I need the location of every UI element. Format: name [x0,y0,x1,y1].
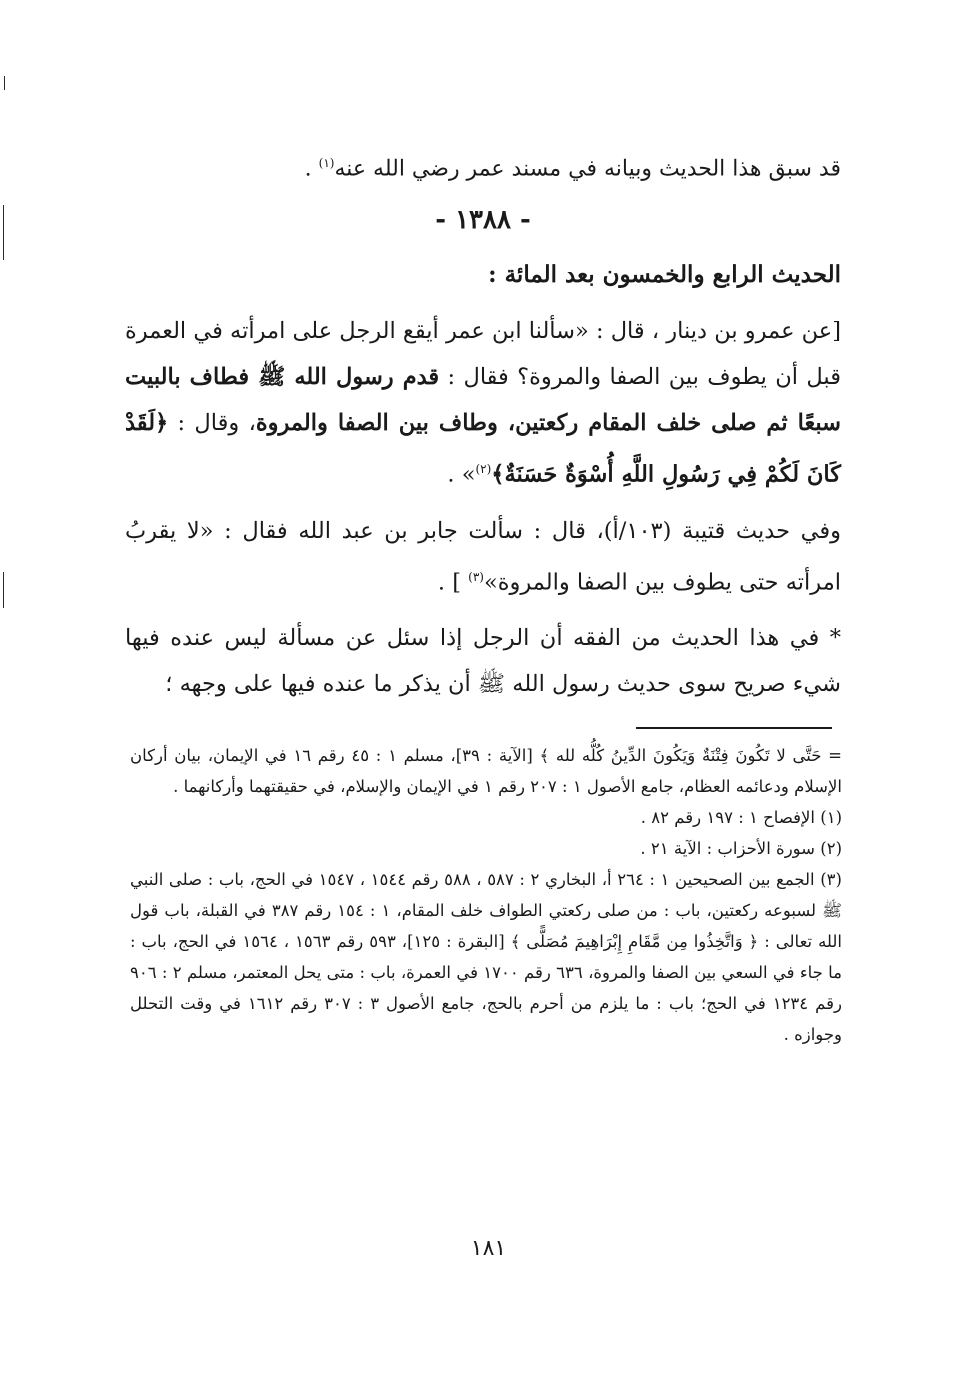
qutayba-text: وفي حديث قتيبة (١٠٣/أ)، قال : سألت جابر بن عبد الله فقال : «لا يقربُ امرأته حتى يطوف بين الصفا والمروة» [125,517,842,596]
footnote-ref-2: (٢) [475,462,492,477]
qutayba-end: ] . [437,569,469,596]
hadith-text-paragraph [125,308,841,498]
scan-artifact-lower [3,572,4,608]
intro-line: قد سبق هذا الحديث وبيانه في مسند عمر رضي الله عنه$^{(١)}$ . [304,156,841,182]
hadith-text-end: » . [447,461,476,488]
footnote-3: (٣) الجمع بين الصحيحين ١ : ٢٦٤ أ، البخاري ٢ : ٥٨٧ ، ٥٨٨ رقم ١٥٤٤ ، ١٥٤٧ في الحج، باب : صلى النبي ﷺ لسبوعه ركعتين، باب : من صلى ركعتي الطواف خلف المقام، ١ : ١٥٤ رقم ٣٨٧ في القبلة، باب قول الله تعالى : ﴿ وَاتَّخِذُوا مِن مَّقَامِ إِبْرَاهِيمَ مُصَلًّى ﴾ [البقرة : ١٢٥]، ٥٩٣ رقم ١٥٦٣ ، ١٥٦٤ في الحج، باب : ما جاء في السعي بين الصفا والمروة، ٦٣٦ رقم ١٧٠٠ في العمرة، باب : متى يحل المعتمر، مسلم ٢ : ٩٠٦ رقم ١٢٣٤ في الحج؛ باب : ما يلزم من أحرم بالحج، جامع الأصول ٣ : ٣٠٧ رقم ١٦١٢ في وقت التحلل وجوازه . [130,870,843,1044]
footnote-continuation: = حَتَّى لا تَكُونَ فِتْنَةٌ وَيَكُونَ الدِّينُ كُلُّه لله ﴾ [الآية : ٣٩]، مسلم ١ : ٤٥ رقم ١٦ في الإيمان، بيان أركان الإسلام ودعائمه العظام، جامع الأصول ١ : ٢٠٧ رقم ١ في الإيمان والإسلام، في حقيقتهما وأركانهما . [130,746,843,796]
quran-verse: ﴿لَقَدْ كَانَ لَكُمْ فِي رَسُولِ اللَّهِ أُسْوَةٌ حَسَنَةٌ﴾ [125,410,841,488]
footnote-separator [636,727,832,729]
hadith-title: الحديث الرابع والخمسون بعد المائة : [488,261,841,289]
fiqh-paragraph: * في هذا الحديث من الفقه أن الرجل إذا سئل عن مسألة ليس عنده فيها شيء صريح سوى حديث رسول الله ﷺ أن يذكر ما عنده فيها على وجهه ؛ [125,625,841,698]
hadith-text-part2: ، وقال : [168,410,256,437]
scan-artifact-top [4,76,5,90]
page-number: ١٨١ [470,1236,507,1261]
footnote-2: (٢) سورة الأحزاب : الآية ٢١ . [640,839,842,858]
hadith-text-part1: [عن عمرو بن دينار ، قال : «سألنا ابن عمر أيقع الرجل على امرأته في العمرة قبل أن يطوف بين الصفا والمروة؟ فقال : [125,318,841,391]
qutayba-paragraph [125,508,841,606]
footnotes [130,740,842,1050]
footnote-1: (١) الإفصاح ١ : ١٩٧ رقم ٨٢ . [640,808,842,827]
intro-footnote-ref: (١) [318,156,335,170]
scan-artifact-middle [3,205,4,260]
hadith-number: - ١٣٨٨ - [435,205,531,236]
footnote-ref-3: (٣) [468,569,484,584]
main-text [125,140,841,717]
intro-text: قد سبق هذا الحديث وبيانه في مسند عمر رضي الله عنه [334,156,841,182]
hadith-text-bold: قدم رسول الله ﷺ فطاف بالبيت سبعًا ثم صلى خلف المقام ركعتين، وطاف بين الصفا والمروة [125,364,841,437]
